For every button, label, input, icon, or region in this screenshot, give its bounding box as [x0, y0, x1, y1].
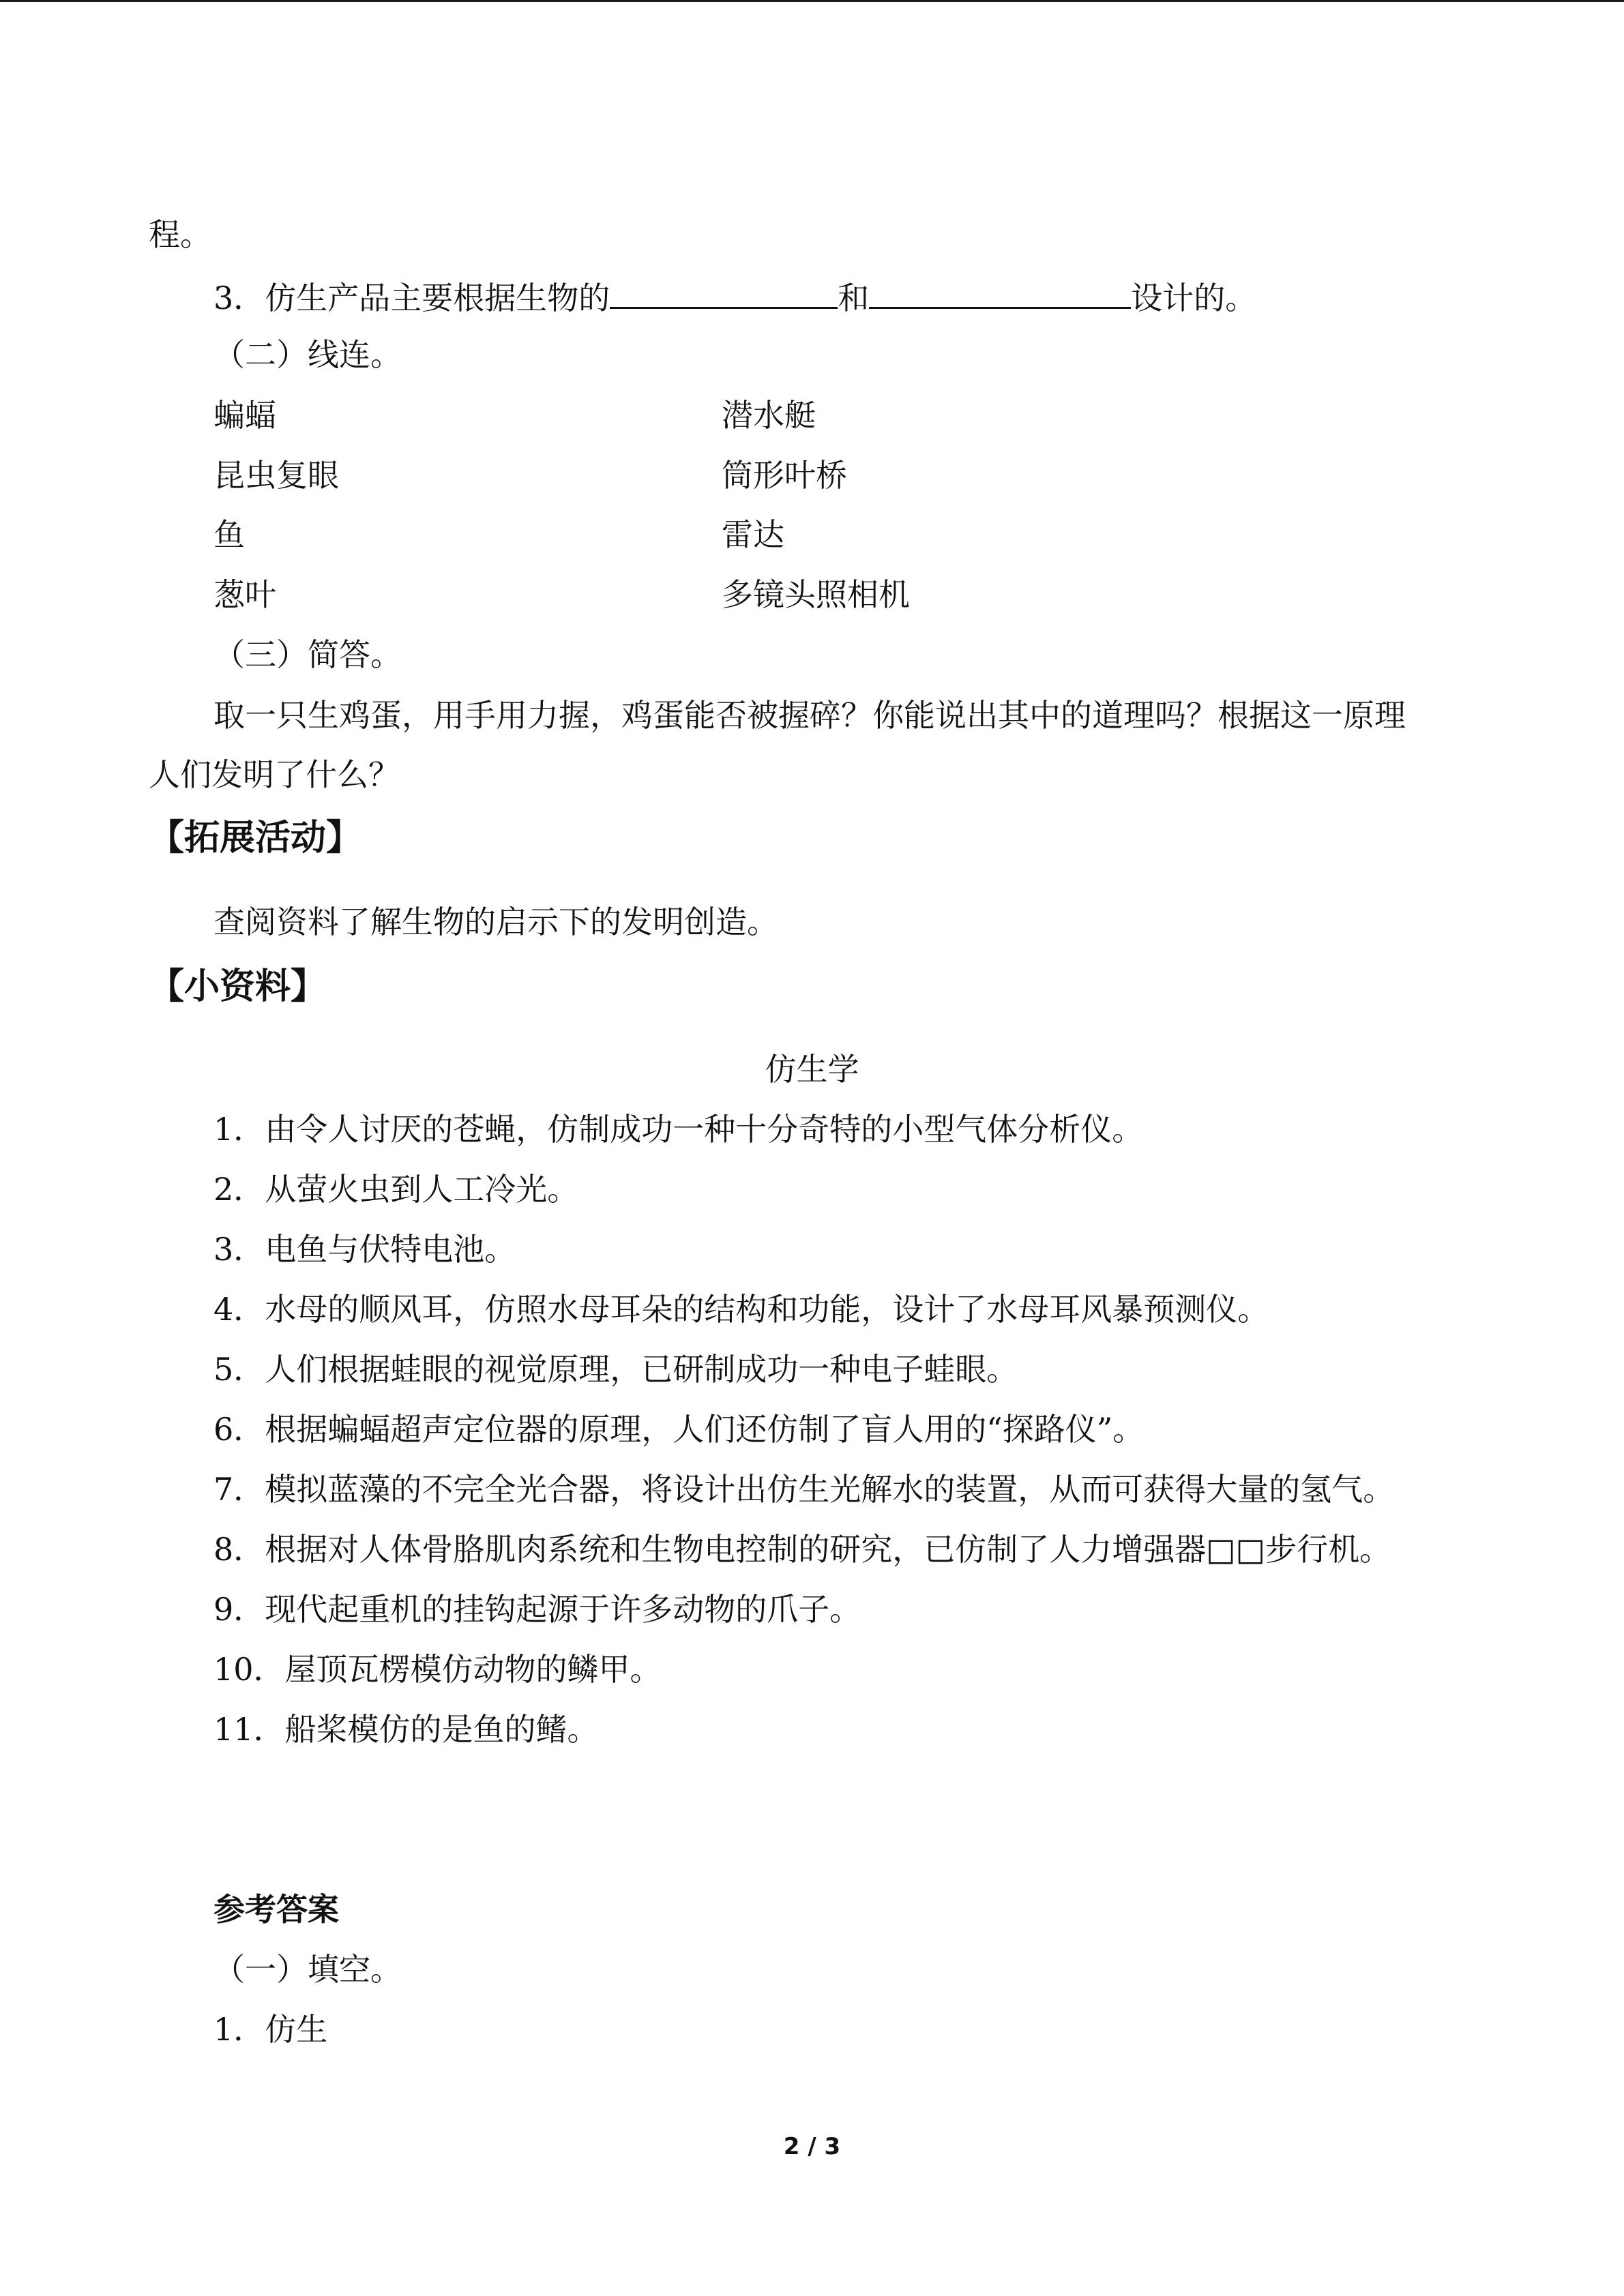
info-item: 6．根据蝙蝠超声定位器的原理，人们还仿制了盲人用的“探路仪”。 [213, 1411, 1145, 1448]
matching-row [213, 514, 784, 555]
matching-right-item: 筒形叶桥 [722, 457, 847, 494]
answer-blank-2[interactable] [869, 275, 1131, 309]
page-number: 2 / 3 [783, 2133, 841, 2160]
info-item: 7．模拟蓝藻的不完全光合器，将设计出仿生光解水的装置，从而可获得大量的氢气。 [213, 1471, 1395, 1508]
matching-right-item: 雷达 [722, 516, 784, 553]
info-title: 仿生学 [765, 1051, 859, 1088]
question-3-suffix: 设计的。 [1131, 280, 1257, 316]
info-heading: 【小资料】 [149, 966, 327, 1007]
matching-left-item: 蝙蝠 [213, 397, 276, 434]
question-3-prefix: 3．仿生产品主要根据生物的 [213, 280, 610, 316]
matching-left-item: 鱼 [213, 516, 245, 553]
matching-right-item: 多镜头照相机 [722, 576, 910, 613]
question-3-middle: 和 [838, 280, 870, 316]
info-item: 10．屋顶瓦楞模仿动物的鳞甲。 [213, 1651, 662, 1688]
section-matching-heading: （二）线连。 [213, 336, 402, 373]
matching-left-item: 昆虫复眼 [213, 457, 339, 494]
continuation-text: 程。 [149, 216, 211, 253]
info-item: 3．电鱼与伏特电池。 [213, 1231, 516, 1268]
extension-heading: 【拓展活动】 [149, 818, 362, 859]
answers-section: （一）填空。 [213, 1951, 402, 1988]
extension-text: 查阅资料了解生物的启示下的发明创造。 [213, 904, 778, 940]
answer-blank-1[interactable] [610, 275, 838, 309]
info-item: 8．根据对人体骨胳肌肉系统和生物电控制的研究，已仿制了人力增强器□□步行机。 [213, 1531, 1391, 1568]
page-top-border [0, 0, 1624, 2]
answer-1: 1．仿生 [213, 2011, 328, 2048]
matching-right-item: 潜水艇 [722, 397, 816, 434]
matching-row [213, 455, 847, 496]
section-short-answer-heading: （三）简答。 [213, 636, 402, 673]
info-item: 2．从萤火虫到人工冷光。 [213, 1171, 579, 1208]
short-question-line-1: 取一只生鸡蛋，用手用力握，鸡蛋能否被握碎？你能说出其中的道理吗？根据这一原理 [213, 697, 1406, 734]
info-item: 4．水母的顺风耳，仿照水母耳朵的结构和功能，设计了水母耳风暴预测仪。 [213, 1291, 1269, 1328]
info-item: 9．现代起重机的挂钩起源于许多动物的爪子。 [213, 1591, 861, 1628]
matching-left-item: 葱叶 [213, 576, 276, 613]
question-3 [213, 275, 1256, 318]
matching-row [213, 574, 910, 615]
info-item: 5．人们根据蛙眼的视觉原理，已研制成功一种电子蛙眼。 [213, 1351, 1018, 1388]
info-item: 1．由令人讨厌的苍蝇，仿制成功一种十分奇特的小型气体分析仪。 [213, 1111, 1144, 1148]
answers-heading: 参考答案 [213, 1891, 339, 1928]
matching-row [213, 395, 816, 436]
short-question-line-2: 人们发明了什么？ [149, 756, 400, 793]
info-item: 11．船桨模仿的是鱼的鳍。 [213, 1711, 599, 1748]
